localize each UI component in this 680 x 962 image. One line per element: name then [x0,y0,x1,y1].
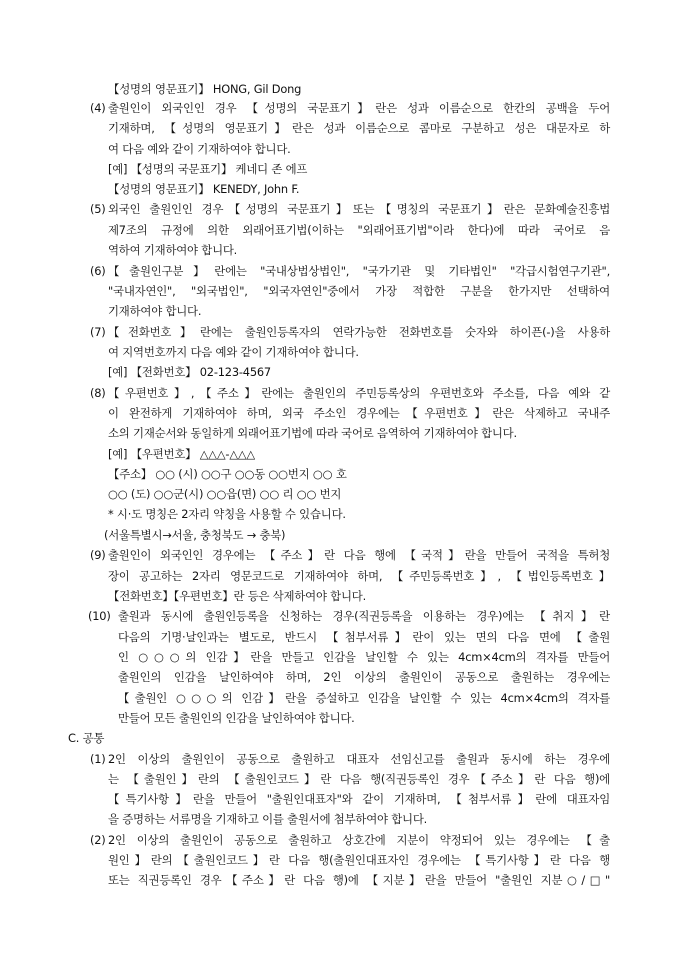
text-line: 출원과 동시에 출원인등록을 신청하는 경우(직권등록을 이용하는 경우)에는 【취지】란 [118,609,610,623]
example-line: [예] 【우편번호】 △△△-△△△ [108,447,255,461]
text-line: 출원인이 외국인인 경우 【성명의 국문표기】란은 성과 이름순으로 한칸의 공백을 두어 [108,101,610,115]
text-line: 【전화번호】란에는 출원인등록자의 연락가능한 전화번호를 숫자와 하이픈(-)을 사용하 [108,325,610,339]
text-line: "국내자연인", "외국법인", "외국자연인"중에서 가장 적합한 구분을 한가지만 선택하여 [108,284,610,298]
item-number: (7) [90,325,106,339]
item-number: (4) [90,101,106,115]
note-line: (서울특별시→서울, 충청북도 → 충북) [104,528,286,542]
text-line: 는 【출원인】란의 【출원인코드】란 다음 행(직권등록인 경우【주소】란 다음 행)에 [108,772,610,786]
note-line: * 시·도 명칭은 2자리 약칭을 사용할 수 있습니다. [108,507,346,521]
example-line: [예] 【성명의 국문표기】 케네디 존 에프 [108,162,308,176]
text-line: 인 ○○○의 인감】란을 만들고 인감을 날인할 수 있는 4cm×4cm의 격자를 만들어 [118,650,610,664]
text-line: 【성명의 영문표기】 HONG, Gil Dong [108,82,302,96]
text-line: 【우편번호】,【주소】란에는 출원인의 주민등록상의 우편번호와 주소를, 다음 예와 같 [108,386,610,400]
text-line: 【전화번호】【우편번호】란 등은 삭제하여야 합니다. [108,589,367,603]
item-number: (10) [88,609,111,623]
text-line: 제7조의 규정에 의한 외래어표기법(이하는 "외래어표기법"이라 한다)에 따라 국어로 음 [108,223,610,237]
text-line: 장이 공고하는 2자리 영문코드로 기재하여야 하며, 【주민등록번호】, 【법인등록번호】 [108,569,610,583]
text-line: 다음의 기명·날인과는 별도로, 반드시 【첨부서류】란이 있는 면의 다음 면에 【출원 [118,630,610,644]
text-line: 기재하며, 【성명의 영문표기】란은 성과 이름순으로 콤마로 구분하고 성은 대문자로 하 [108,121,610,135]
text-line: 여 지역번호까지 다음 예와 같이 기재하여야 합니다. [108,345,359,359]
text-line: 만들어 모든 출원인의 인감을 날인하여야 합니다. [118,711,355,725]
text-line: 또는 직권등록인 경우【주소】란 다음 행)에 【지분】란을 만들어 "출원인 지분○/□" [108,873,610,887]
example-line: 【주소】 ○○ (시) ○○구 ○○동 ○○번지 ○○ 호 [108,467,347,481]
text-line: 기재하여야 합니다. [108,304,202,318]
text-line: 여 다음 예와 같이 기재하여야 합니다. [108,142,291,156]
item-number: (2) [90,833,106,847]
example-line: [예] 【전화번호】 02-123-4567 [108,365,271,379]
section-heading: C. 공통 [68,731,105,745]
item-number: (6) [90,264,106,278]
text-line: 【출원인 ○○○의 인감】란을 증설하고 인감을 날인할 수 있는 4cm×4cm의 격자를 [118,691,610,705]
text-line: 을 증명하는 서류명을 기재하고 이를 출원서에 첨부하여야 합니다. [108,812,428,826]
item-number: (8) [90,386,106,400]
item-number: (1) [90,752,106,766]
item-number: (5) [90,202,106,216]
item-number: (9) [90,548,106,562]
text-line: 출원인이 외국인인 경우에는 【주소】란 다음 행에 【국적】란을 만들어 국적을 특허청 [108,548,610,562]
text-line: 2인 이상의 출원인이 공동으로 출원하고 대표자 선임신고를 출원과 동시에 하는 경우에 [108,752,610,766]
text-line: 역하여 기재하여야 합니다. [108,243,238,257]
text-line: 2인 이상의 출원인이 공동으로 출원하고 상호간에 지분이 약정되어 있는 경우에는 【출 [108,833,610,847]
text-line: 【특기사항】란을 만들어 "출원인대표자"와 같이 기재하며, 【첨부서류】란에 대표자임 [108,792,610,806]
text-line: 출원인의 인감을 날인하여야 하며, 2인 이상의 출원인이 공동으로 출원하는 경우에는 [118,670,610,684]
example-line: ○○ (도) ○○군(시) ○○읍(면) ○○ 리 ○○ 번지 [108,487,342,501]
example-line: 【성명의 영문표기】 KENEDY, John F. [108,182,300,196]
text-line: 【출원인구분】란에는 "국내상법상법인", "국가기관 및 기타법인" "각급시험연구기관", [108,264,610,278]
text-line: 소의 기재순서와 동일하게 외래어표기법에 따라 국어로 음역하여 기재하여야 합니다. [108,426,517,440]
text-line: 원인】란의【출원인코드】란 다음 행(출원인대표자인 경우에는 【특기사항】란 다음 행 [108,853,610,867]
text-line: 외국인 출원인인 경우【성명의 국문표기】또는【명칭의 국문표기】란은 문화예술진흥법 [108,202,610,216]
text-line: 이 완전하게 기재하여야 하며, 외국 주소인 경우에는【우편번호】란은 삭제하고 국내주 [108,406,610,420]
